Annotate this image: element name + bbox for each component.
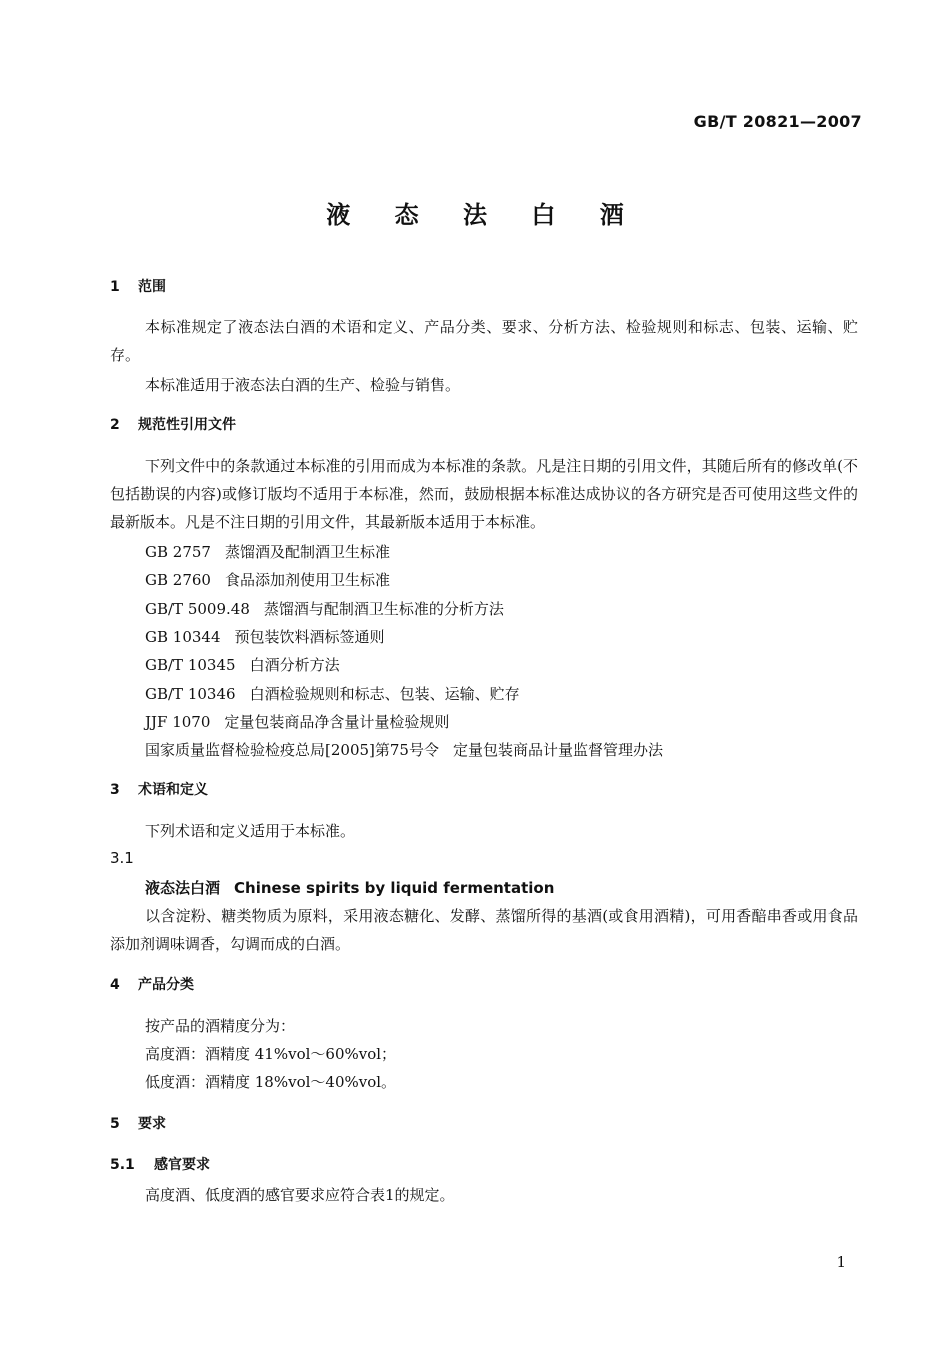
classification-intro: 按产品的酒精度分为：: [145, 1017, 296, 1035]
reference-code: GB/T 5009.48: [145, 600, 250, 618]
reference-code: 国家质量监督检验检疫总局[2005]第75号令: [145, 741, 439, 759]
section-title: 产品分类: [138, 977, 194, 993]
section-3-heading: [110, 779, 208, 799]
reference-title: 蒸馏酒与配制酒卫生标准的分析方法: [263, 600, 504, 618]
section-number: 2: [110, 417, 120, 433]
document-title: 液 态 法 白 酒: [326, 201, 642, 229]
reference-code: GB 2760: [145, 571, 211, 589]
section-number: 3: [110, 782, 120, 798]
section-title: 规范性引用文件: [138, 417, 236, 433]
reference-item: [145, 683, 520, 704]
subsection-5-1-heading: [110, 1154, 210, 1174]
section-1-paragraph-2: 本标准适用于液态法白酒的生产、检验与销售。: [145, 376, 461, 394]
subsection-title: 感官要求: [154, 1157, 210, 1173]
classification-high: 高度酒：酒精度 41%vol～60%vol；: [145, 1045, 397, 1063]
reference-title: 白酒分析方法: [249, 656, 340, 674]
section-2-heading: [110, 414, 236, 434]
section-1-heading: [110, 276, 166, 296]
reference-code: GB 2757: [145, 543, 211, 561]
section-4-heading: [110, 974, 194, 994]
reference-code: GB 10344: [145, 628, 221, 646]
reference-code: GB/T 10346: [145, 685, 236, 703]
reference-title: 定量包装商品净含量计量检验规则: [224, 713, 450, 731]
reference-item: [145, 626, 385, 647]
section-number: 4: [110, 977, 120, 993]
page-number: 1: [836, 1253, 846, 1271]
reference-title: 食品添加剂使用卫生标准: [224, 571, 390, 589]
term-chinese: 液态法白酒: [145, 879, 221, 897]
section-3-paragraph-1: 下列术语和定义适用于本标准。: [145, 822, 356, 840]
section-number: 1: [110, 279, 120, 295]
standard-number: GB/T 20821—2007: [693, 112, 862, 131]
reference-title: 预包装饮料酒标签通则: [234, 628, 385, 646]
reference-title: 白酒检验规则和标志、包装、运输、贮存: [249, 685, 520, 703]
section-title: 术语和定义: [138, 782, 208, 798]
reference-title: 蒸馏酒及配制酒卫生标准: [224, 543, 390, 561]
section-5-1-paragraph: 高度酒、低度酒的感官要求应符合表1的规定。: [145, 1186, 455, 1204]
section-title: 范围: [138, 279, 166, 295]
reference-item: [145, 541, 390, 562]
term-entry: [145, 877, 554, 898]
classification-low: 低度酒：酒精度 18%vol～40%vol。: [145, 1073, 397, 1091]
reference-code: GB/T 10345: [145, 656, 236, 674]
reference-item: [145, 711, 449, 732]
section-number: 5: [110, 1116, 120, 1132]
section-2-paragraph-1: 下列文件中的条款通过本标准的引用而成为本标准的条款。凡是注日期的引用文件，其随后所有的修改单(不包括勘误的内容)或修订版均不适用于本标准，然而，鼓励根据本标准达成协议的各方研究是否可使用这些文件的最新版本。凡是不注日期的引用文件，其最新版本适用于本标准。: [110, 457, 858, 531]
reference-item: [145, 654, 340, 675]
reference-title: 定量包装商品计量监督管理办法: [452, 741, 663, 759]
reference-code: JJF 1070: [145, 713, 211, 731]
term-english: Chinese spirits by liquid fermentation: [234, 879, 555, 897]
reference-item: [145, 569, 390, 590]
reference-item: [145, 739, 663, 760]
clause-number: 3.1: [110, 849, 134, 867]
section-5-heading: [110, 1113, 166, 1133]
reference-item: [145, 598, 504, 619]
term-definition: 以含淀粉、糖类物质为原料，采用液态糖化、发酵、蒸馏所得的基酒(或食用酒精)，可用香醅串香或用食品添加剂调味调香，勾调而成的白酒。: [110, 907, 858, 953]
section-1-paragraph-1: 本标准规定了液态法白酒的术语和定义、产品分类、要求、分析方法、检验规则和标志、包装、运输、贮存。: [110, 318, 858, 364]
section-title: 要求: [138, 1116, 166, 1132]
subsection-number: 5.1: [110, 1157, 135, 1173]
